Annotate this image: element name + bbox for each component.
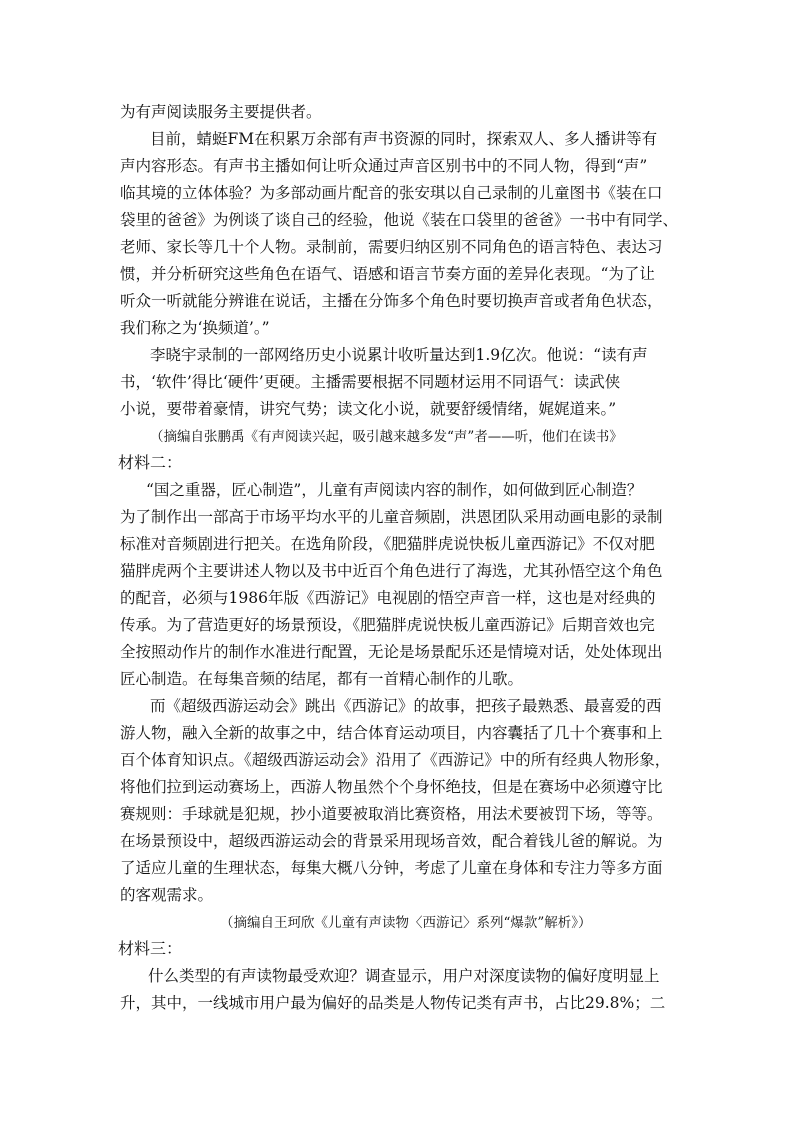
text-line: 目前，蜻蜓FM在积累万余部有声书资源的同时，探索双人、多人播讲等有 [150, 130, 658, 148]
text-line: 声内容形态。有声书主播如何让听众通过声音区别书中的不同人物，得到“声” [120, 157, 648, 175]
source-citation: （摘编自张鹏禹《有声阅读兴起，吸引越来越多发“声”者——听，他们在读书》 [150, 429, 623, 445]
text-line: 我们称之为‘换频道’。” [120, 319, 270, 337]
text-line: 小说，要带着豪情，讲究气势；读文化小说，就要舒缓情绪，娓娓道来。” [120, 400, 617, 418]
text-line: 将他们拉到运动赛场上，西游人物虽然个个身怀绝技，但是在赛场中必须遵守比 [120, 778, 663, 796]
text-line: 为有声阅读服务主要提供者。 [120, 103, 322, 121]
text-line: 匠心制造。在每集音频的结尾，都有一首精心制作的儿歌。 [120, 670, 524, 688]
text-line: 了适应儿童的生理状态，每集大概八分钟，考虑了儿童在身体和专注力等多方面 [120, 859, 663, 877]
text-line: 标准对音频剧进行把关。在选角阶段，《肥猫胖虎说快板儿童西游记》不仅对肥 [120, 535, 655, 553]
text-line: 临其境的立体体验？为多部动画片配音的张安琪以自己录制的儿童图书《装在口 [120, 184, 663, 202]
text-line: 在场景预设中，超级西游运动会的背景采用现场音效，配合着钱儿爸的解说。为 [120, 832, 663, 850]
text-line: 全按照动作片的制作水准进行配置，无论是场景配乐还是情境对话，处处体现出 [120, 643, 663, 661]
text-line: 老师、家长等几十个人物。录制前，需要归纳区别不同角色的语言特色、表达习 [120, 238, 663, 256]
section-heading: 材料二： [118, 453, 183, 472]
text-line: 的配音，必须与1986年版《西游记》电视剧的悟空声音一样，这也是对经典的 [120, 589, 656, 607]
text-line: 赛规则：手球就是犯规，抄小道要被取消比赛资格，用法术要被罚下场，等等。 [120, 805, 663, 823]
text-line: 为了制作出一部高于市场平均水平的儿童音频剧，洪恩团队采用动画电影的录制 [120, 508, 663, 526]
text-line: 什么类型的有声读物最受欢迎？调查显示，用户对深度读物的偏好度明显上 [148, 967, 660, 985]
text-line: 惯，并分析研究这些角色在语气、语感和语言节奏方面的差异化表现。“为了让 [120, 265, 655, 283]
text-line: 而《超级西游运动会》跳出《西游记》的故事，把孩子最熟悉、最喜爱的西 [150, 697, 662, 715]
text-line: 听众一听就能分辨谁在说话，主播在分饰多个角色时要切换声音或者角色状态， [120, 292, 663, 310]
text-line: “国之重器，匠心制造”，儿童有声阅读内容的制作，如何做到匠心制造？ [146, 481, 643, 499]
text-line: 猫胖虎两个主要讲述人物以及书中近百个角色进行了海选，尤其孙悟空这个角色 [120, 562, 663, 580]
text-line: 升，其中，一线城市用户最为偏好的品类是人物传记类有声书，占比29.8%；二 [120, 994, 666, 1012]
section-heading: 材料三： [118, 939, 183, 958]
text-line: 的客观需求。 [120, 886, 214, 904]
text-line: 李晓宇录制的一部网络历史小说累计收听量达到1.9亿次。他说：“读有声 [150, 346, 648, 364]
text-line: 书，‘软件’得比‘硬件’更硬。主播需要根据不同题材运用不同语气：读武侠 [120, 373, 621, 391]
text-line: 百个体育知识点。《超级西游运动会》沿用了《西游记》中的所有经典人物形象， [120, 751, 671, 769]
text-line: 游人物，融入全新的故事之中，结合体育运动项目，内容囊括了几十个赛事和上 [120, 724, 663, 742]
source-citation: （摘编自王珂欣《儿童有声读物〈西游记〉系列“爆款”解析》） [220, 915, 592, 931]
text-line: 传承。为了营造更好的场景预设，《肥猫胖虎说快板儿童西游记》后期音效也完 [120, 616, 655, 634]
text-line: 袋里的爸爸》为例谈了谈自己的经验，他说《装在口袋里的爸爸》一书中有同学、 [120, 211, 679, 229]
